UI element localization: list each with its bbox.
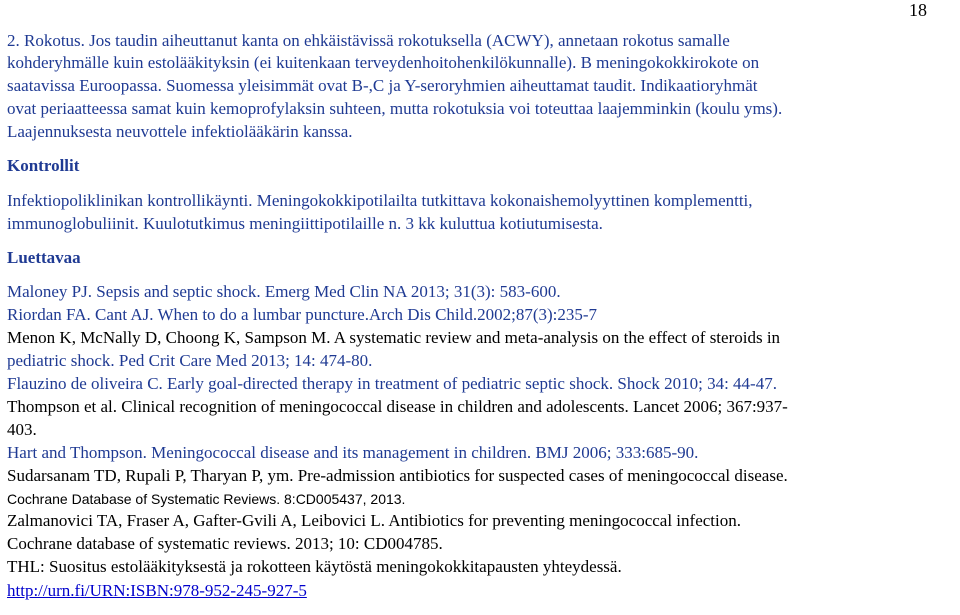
rokotus-line-5: Laajennuksesta neuvottele infektiolääkärin kanssa. xyxy=(7,122,353,141)
reference-line: Sudarsanam TD, Rupali P, Tharyan P, ym. Pre-admission antibiotics for suspected cases of meningococcal disease. xyxy=(7,466,788,485)
reference-line: Riordan FA. Cant AJ. When to do a lumbar puncture.Arch Dis Child.2002;87(3):235-7 xyxy=(7,305,598,324)
reference-line: Maloney PJ. Sepsis and septic shock. Emerg Med Clin NA 2013; 31(3): 583-600. xyxy=(7,282,561,301)
reference-line: Menon K, McNally D, Choong K, Sampson M. A systematic review and meta-analysis on the effect of steroids in xyxy=(7,328,781,347)
rokotus-line-3: saatavissa Euroopassa. Suomessa yleisimmät ovat B-,C ja Y-seroryhmien aiheuttamat taudit. Indikaatioryhmät xyxy=(7,76,758,95)
thl-urn-link[interactable]: http://urn.fi/URN:ISBN:978-952-245-927-5 xyxy=(7,581,307,600)
page-number: 18 xyxy=(909,0,927,20)
reference-line: Thompson et al. Clinical recognition of meningococcal disease in children and adolescents. Lancet 2006; 367:937- xyxy=(7,397,788,416)
reference-line: Cochrane Database of Systematic Reviews. 8:CD005437, 2013. xyxy=(7,491,406,507)
reference-line: 403. xyxy=(7,420,37,439)
reference-line: Cochrane database of systematic reviews. 2013; 10: CD004785. xyxy=(7,534,443,553)
luettavaa-heading: Luettavaa xyxy=(7,248,81,267)
rokotus-line-1: 2. Rokotus. Jos taudin aiheuttanut kanta on ehkäistävissä rokotuksella (ACWY), annetaan rokotus samalle xyxy=(7,31,730,50)
reference-line: pediatric shock. Ped Crit Care Med 2013; 14: 474-80. xyxy=(7,351,373,370)
kontrollit-line-2: immunoglobuliinit. Kuulotutkimus meningiittipotilaille n. 3 kk kuluttua kotiutumisesta. xyxy=(7,214,603,233)
rokotus-line-4: ovat periaatteessa samat kuin kemoprofylaksin suhteen, mutta rokotuksia voi toteuttaa laajemminkin (koulu yms). xyxy=(7,99,783,118)
kontrollit-heading: Kontrollit xyxy=(7,156,80,175)
reference-line: THL: Suositus estolääkityksestä ja rokotteen käytöstä meningokokkitapausten yhteydessä. xyxy=(7,557,622,576)
rokotus-line-2: kohderyhmälle kuin estolääkityksin (ei kuitenkaan terveydenhoitohenkilökunnalle). B meningokokkirokote on xyxy=(7,53,760,72)
kontrollit-line-1: Infektiopoliklinikan kontrollikäynti. Meningokokkipotilailta tutkittava kokonaishemolyyttinen komplementti, xyxy=(7,191,753,210)
reference-line: Flauzino de oliveira C. Early goal-directed therapy in treatment of pediatric septic shock. Shock 2010; 34: 44-47. xyxy=(7,374,777,393)
reference-line: Hart and Thompson. Meningococcal disease and its management in children. BMJ 2006; 333:685-90. xyxy=(7,443,699,462)
reference-line: Zalmanovici TA, Fraser A, Gafter-Gvili A, Leibovici L. Antibiotics for preventing meningococcal infection. xyxy=(7,511,741,530)
